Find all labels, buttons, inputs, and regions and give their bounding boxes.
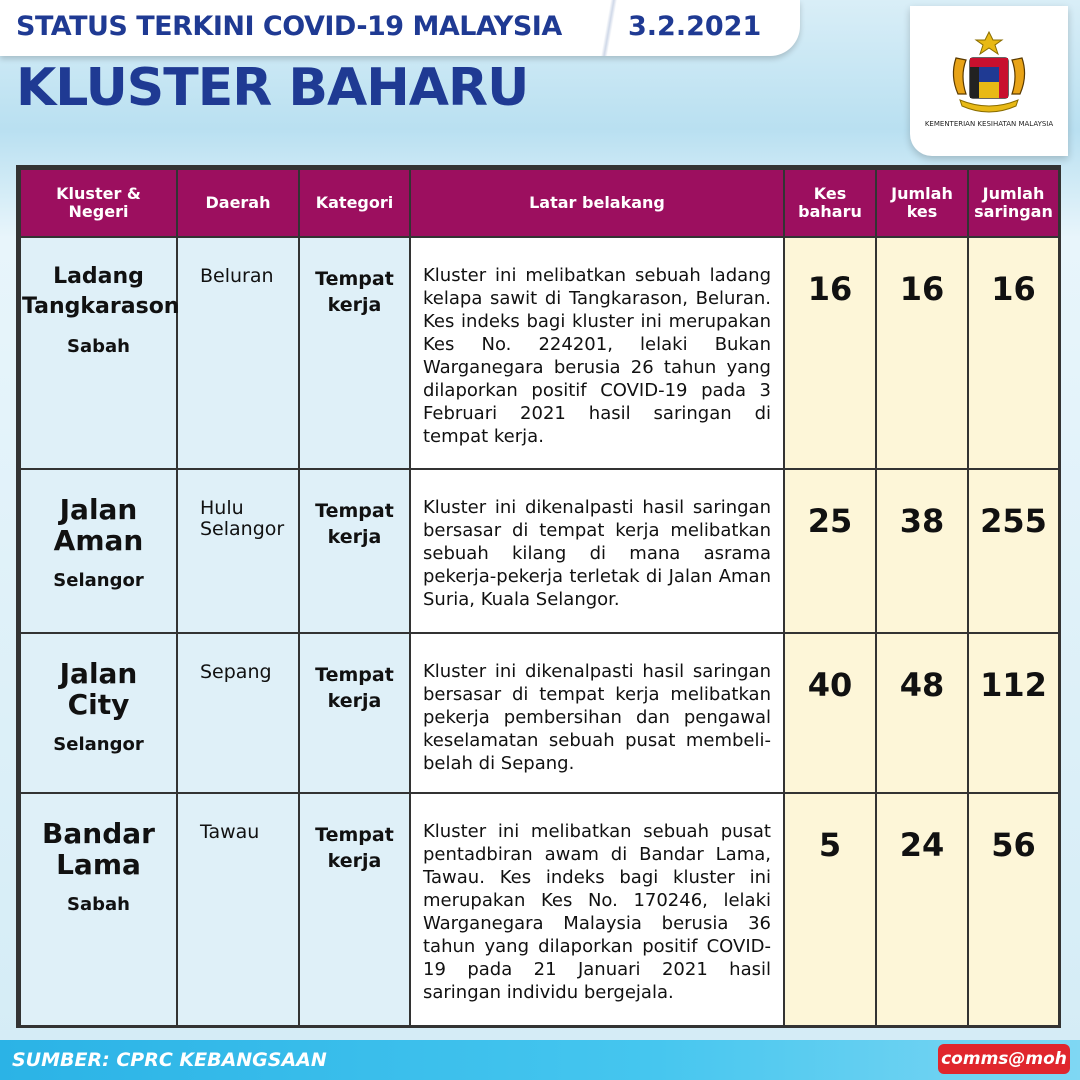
header-date: 3.2.2021 xyxy=(628,11,762,42)
table-row xyxy=(20,633,1059,793)
column-header-district: Daerah xyxy=(177,169,299,237)
new-cases-cell: 5 xyxy=(784,793,876,1026)
column-header-total-cases: Jumlah kes xyxy=(876,169,968,237)
total-screening-cell: 255 xyxy=(968,469,1059,633)
cluster-state: Selangor xyxy=(53,570,144,591)
new-cases-cell: 25 xyxy=(784,469,876,633)
cluster-cell xyxy=(20,633,177,793)
cluster-cell xyxy=(20,237,180,469)
cluster-state: Selangor xyxy=(53,734,144,755)
district-cell: Beluran xyxy=(177,237,299,469)
header-title: STATUS TERKINI COVID-19 MALAYSIA xyxy=(16,11,562,42)
table-row xyxy=(20,469,1059,633)
district-cell: Sepang xyxy=(177,633,299,793)
category-cell: Tempat kerja xyxy=(299,469,410,633)
background-cell: Kluster ini melibatkan sebuah ladang kelapa sawit di Tangkarason, Beluran. Kes indeks bagi kluster ini merupakan Kes No. 224201, lelaki Bukan Warganegara berusia 26 tahun yang dilaporkan positif COVID-19 pada 3 Februari 2021 hasil saringan di tempat kerja. xyxy=(410,237,784,469)
column-header-new-cases: Kes baharu xyxy=(784,169,876,237)
total-cases-cell: 38 xyxy=(876,469,968,633)
total-cases-cell: 48 xyxy=(876,633,968,793)
cluster-state: Sabah xyxy=(67,894,130,915)
header-divider xyxy=(598,0,620,56)
new-cases-cell: 40 xyxy=(784,633,876,793)
background-cell: Kluster ini dikenalpasti hasil saringan bersasar di tempat kerja melibatkan pekerja pembersihan dan pengawal keselamatan sebuah pusat membeli-belah di Sepang. xyxy=(410,633,784,793)
table-row xyxy=(20,793,1059,1026)
comms-badge: comms@moh xyxy=(938,1044,1070,1074)
header-bar xyxy=(0,0,800,56)
column-header-background: Latar belakang xyxy=(410,169,784,237)
footer-source: SUMBER: CPRC KEBANGSAAN xyxy=(12,1049,327,1071)
total-cases-cell: 16 xyxy=(876,237,968,469)
cluster-cell xyxy=(20,469,177,633)
logo-caption: KEMENTERIAN KESIHATAN MALAYSIA xyxy=(924,120,1054,128)
total-screening-cell: 112 xyxy=(968,633,1059,793)
column-header-cluster: Kluster & Negeri xyxy=(20,169,177,237)
table-header-row xyxy=(20,169,1059,237)
cluster-table xyxy=(16,165,1061,1028)
total-screening-cell: 16 xyxy=(968,237,1059,469)
category-cell: Tempat kerja xyxy=(299,237,410,469)
column-header-category: Kategori xyxy=(299,169,410,237)
district-cell: Hulu Selangor xyxy=(177,469,299,633)
new-cases-cell: 16 xyxy=(784,237,876,469)
category-cell: Tempat kerja xyxy=(299,633,410,793)
ministry-logo-card xyxy=(910,6,1068,156)
footer-bar xyxy=(0,1040,1080,1080)
district-cell: Tawau xyxy=(177,793,299,1026)
coat-of-arms-icon xyxy=(936,30,1042,116)
cluster-name: Jalan City xyxy=(59,657,138,721)
column-header-total-screening: Jumlah saringan xyxy=(968,169,1059,237)
background-cell: Kluster ini dikenalpasti hasil saringan bersasar di tempat kerja melibatkan sebuah kilang di mana asrama pekerja-pekerja terletak di Jalan Aman Suria, Kuala Selangor. xyxy=(410,469,784,633)
total-cases-cell: 24 xyxy=(876,793,968,1026)
cluster-name: Jalan Aman xyxy=(53,493,144,557)
category-cell: Tempat kerja xyxy=(299,793,410,1026)
table-row xyxy=(20,237,1059,469)
cluster-cell xyxy=(20,793,177,1026)
cluster-name: Bandar Lama xyxy=(42,817,155,881)
total-screening-cell: 56 xyxy=(968,793,1059,1026)
cluster-state: Sabah xyxy=(67,336,130,357)
cluster-name: Ladang Tangkarason xyxy=(22,264,180,319)
page-title: KLUSTER BAHARU xyxy=(16,58,529,118)
background-cell: Kluster ini melibatkan sebuah pusat pentadbiran awam di Bandar Lama, Tawau. Kes indeks bagi kluster ini merupakan Kes No. 170246, lelaki Warganegara Malaysia berusia 36 tahun yang dilaporkan positif COVID-19 pada 21 Januari 2021 hasil saringan individu bergejala. xyxy=(410,793,784,1026)
